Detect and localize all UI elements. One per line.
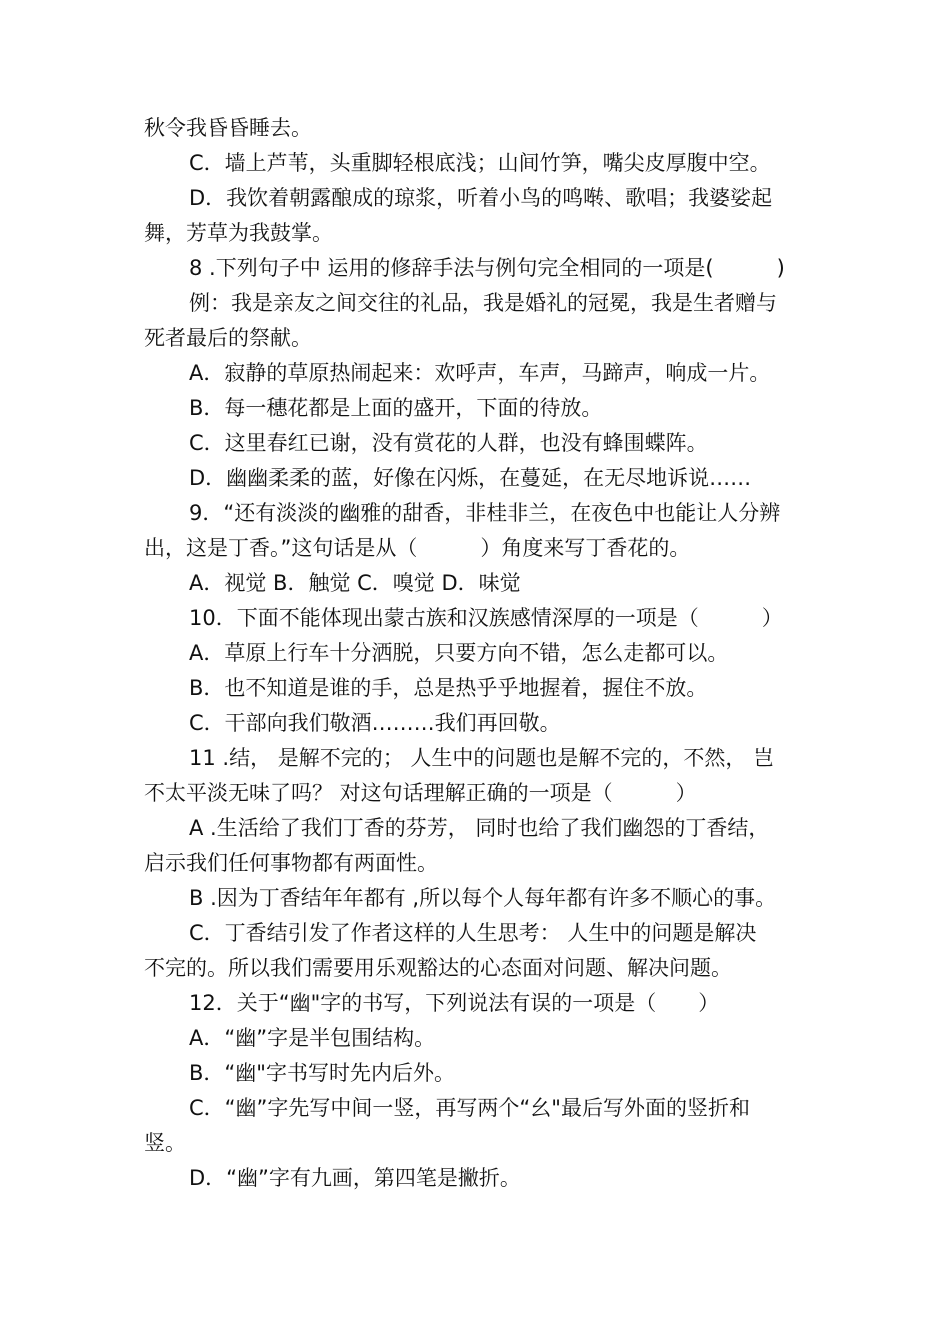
text-line: 出，这是丁香。”这句话是从（ ）角度来写丁香花的。: [144, 536, 691, 560]
question-11-stem: 11 .结， 是解不完的； 人生中的问题也是解不完的，不然， 岂: [189, 746, 775, 770]
question-9-stem: 9．“还有淡淡的幽雅的甜香，非桂非兰，在夜色中也能让人分辨: [189, 501, 781, 525]
option-line: C．丁香结引发了作者这样的人生思考： 人生中的问题是解决: [189, 921, 757, 945]
text-line: 不太平淡无味了吗？ 对这句话理解正确的一项是（ ）: [144, 781, 697, 805]
question-12-stem: 12．关于“幽"字的书写，下列说法有误的一项是（ ）: [189, 991, 720, 1015]
question-8-stem: 8 .下列句子中 运用的修辞手法与例句完全相同的一项是( ): [189, 256, 785, 280]
option-line: A．视觉 B．触觉 C．嗅觉 D．味觉: [189, 571, 521, 595]
text-line: 秋令我昏昏睡去。: [144, 116, 312, 140]
option-line: A .生活给了我们丁香的芬芳， 同时也给了我们幽怨的丁香结，: [189, 816, 770, 840]
text-line: 舞，芳草为我鼓掌。: [144, 221, 333, 245]
text-line: D．我饮着朝露酿成的琼浆，听着小鸟的鸣啭、歌唱；我婆娑起: [189, 186, 773, 210]
option-line: A．“幽”字是半包围结构。: [189, 1026, 436, 1050]
text-line: C．墙上芦苇，头重脚轻根底浅；山间竹笋，嘴尖皮厚腹中空。: [189, 151, 771, 175]
option-line: B．也不知道是谁的手，总是热乎乎地握着，握住不放。: [189, 676, 708, 700]
text-line: 不完的。所以我们需要用乐观豁达的心态面对问题、解决问题。: [144, 956, 732, 980]
option-line: C．这里春红已谢，没有赏花的人群，也没有蜂围蝶阵。: [189, 431, 708, 455]
option-line: B .因为丁香结年年都有 ,所以每个人每年都有许多不顺心的事。: [189, 886, 777, 910]
text-line: 死者最后的祭献。: [144, 326, 312, 350]
option-line: D．幽幽柔柔的蓝，好像在闪烁，在蔓延，在无尽地诉说……: [189, 466, 752, 490]
option-line: A．寂静的草原热闹起来：欢呼声，车声，马蹄声，响成一片。: [189, 361, 771, 385]
option-line: D．“幽”字有九画，第四笔是撇折。: [189, 1166, 521, 1190]
option-line: C．干部向我们敬酒………我们再回敬。: [189, 711, 561, 735]
option-line: C．“幽”字先写中间一竖，再写两个“幺"最后写外面的竖折和: [189, 1096, 750, 1120]
question-10-stem: 10．下面不能体现出蒙古族和汉族感情深厚的一项是（ ）: [189, 606, 783, 630]
text-line: 例：我是亲友之间交往的礼品，我是婚礼的冠冕，我是生者赠与: [189, 291, 777, 315]
text-line: 竖。: [144, 1131, 186, 1155]
text-line: 启示我们任何事物都有两面性。: [144, 851, 438, 875]
option-line: B．“幽"字书写时先内后外。: [189, 1061, 455, 1085]
option-line: A．草原上行车十分洒脱，只要方向不错，怎么走都可以。: [189, 641, 729, 665]
document-page: [144, 111, 816, 1196]
option-line: B．每一穗花都是上面的盛开，下面的待放。: [189, 396, 603, 420]
